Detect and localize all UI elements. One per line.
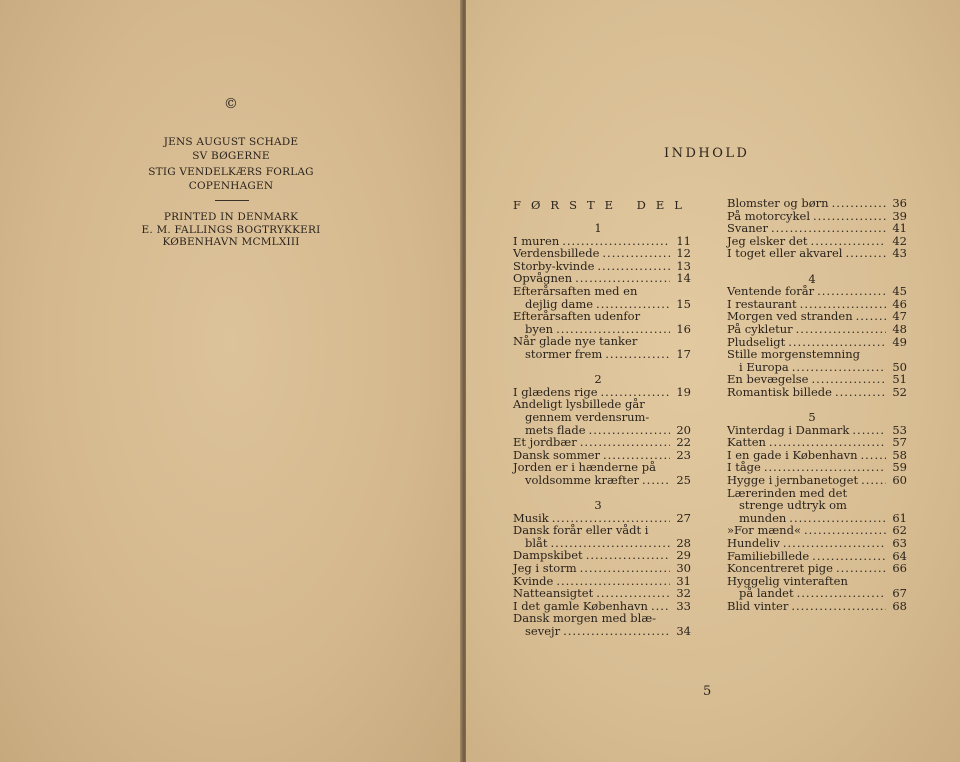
entry-title: Efterårsaften med en [513, 283, 638, 298]
toc-entry [513, 436, 691, 449]
entry-title: I det gamle København [513, 598, 648, 613]
entry-title: Hyggelig vinteraften [727, 573, 848, 588]
entry-page: 51 [892, 372, 907, 387]
leader-dots [832, 197, 886, 210]
entry-title: Jorden er i hænderne på [513, 460, 656, 475]
entry-title: Kvinde [513, 573, 554, 588]
entry-title: Romantisk billede [727, 384, 832, 399]
entry-page: 41 [892, 221, 907, 236]
entry-title: I restaurant [727, 296, 797, 311]
entry-title: stormer frem [525, 346, 603, 361]
toc-entry [727, 386, 907, 399]
leader-dots [796, 323, 886, 336]
entry-page: 52 [892, 384, 907, 399]
printer-line: E. M. FALLINGS BOGTRYKKERI [141, 223, 321, 236]
page-number: 5 [703, 684, 712, 699]
imprint-line: SV BØGERNE [192, 149, 270, 162]
entry-title: på landet [739, 586, 794, 601]
entry-title: Katten [727, 435, 766, 450]
leader-dots [596, 587, 670, 600]
entry-title: Når glade nye tanker [513, 334, 638, 349]
entry-page: 64 [892, 548, 907, 563]
entry-title: Musik [513, 510, 549, 525]
entry-title: En bevægelse [727, 372, 809, 387]
copyright-symbol: © [223, 96, 239, 112]
entry-title: Jeg i storm [513, 561, 577, 576]
toc-entry [727, 285, 907, 298]
entry-title: Dansk forår eller vådt i [513, 523, 649, 538]
entry-page: 46 [892, 296, 907, 311]
entry-title: I en gade i København [727, 447, 858, 462]
entry-title: I muren [513, 233, 560, 248]
toc-column-1 [513, 222, 691, 638]
entry-page: 50 [892, 359, 907, 374]
toc-entry [727, 474, 907, 487]
entry-page: 17 [676, 346, 691, 361]
section-number: 2 [594, 372, 602, 387]
imprint-line: STIG VENDELKÆRS FORLAG [148, 166, 314, 178]
leader-dots [563, 625, 670, 638]
leader-dots [861, 449, 887, 462]
entry-page: 31 [676, 573, 691, 588]
toc-entry [727, 537, 907, 550]
leader-dots [813, 210, 886, 223]
left-page [0, 0, 462, 762]
entry-page: 53 [892, 422, 907, 437]
entry-title: Opvågnen [513, 271, 573, 286]
leader-dots [861, 474, 886, 487]
toc-entry [513, 247, 691, 260]
part-heading: FØRSTE DEL [513, 198, 692, 212]
entry-title: Stille morgenstemning [727, 347, 860, 362]
entry-page: 29 [676, 548, 691, 563]
entry-page: 34 [676, 624, 691, 638]
entry-page: 14 [676, 271, 691, 286]
entry-page: 58 [892, 447, 907, 462]
imprint-line: COPENHAGEN [188, 179, 274, 192]
entry-page: 33 [676, 598, 691, 613]
leader-dots [804, 524, 886, 537]
entry-page: 63 [892, 536, 907, 551]
entry-title: Dampskibet [513, 548, 583, 563]
toc-entry [727, 222, 907, 235]
entry-title: mets flade [525, 422, 586, 437]
entry-page: 47 [892, 309, 907, 324]
spacer [513, 361, 691, 374]
leader-dots [789, 512, 886, 525]
toc-entry [727, 499, 907, 512]
entry-page: 59 [892, 460, 907, 475]
leader-dots [797, 587, 886, 600]
entry-title: Pludseligt [727, 334, 786, 349]
entry-title: sevejr [525, 624, 561, 638]
entry-title: I tåge [727, 460, 761, 475]
entry-title: Blomster og børn [727, 196, 829, 210]
entry-title: Blid vinter [727, 599, 789, 613]
entry-page: 39 [892, 208, 907, 223]
toc-entry [727, 562, 907, 575]
entry-title: i Europa [739, 359, 789, 374]
leader-dots [845, 247, 886, 260]
entry-title: »For mænd« [727, 523, 801, 538]
entry-title: I glædens rige [513, 384, 598, 399]
entry-title: Verdensbillede [513, 246, 600, 261]
toc-entry [513, 310, 691, 323]
entry-title: Et jordbær [513, 435, 577, 450]
section-number: 3 [594, 498, 602, 513]
entry-title: Natteansigtet [513, 586, 594, 601]
entry-title: Ventende forår [727, 284, 815, 299]
toc-entry [513, 524, 691, 537]
entry-page: 62 [892, 523, 907, 538]
spacer [727, 260, 907, 273]
entry-page: 61 [892, 510, 907, 525]
toc-entry [513, 587, 691, 600]
divider [215, 200, 249, 201]
entry-title: gennem verdensrum- [525, 409, 650, 424]
entry-title: Andeligt lysbillede går [513, 397, 645, 412]
entry-title: dejlig dame [525, 296, 594, 311]
leader-dots [589, 424, 670, 437]
entry-page: 43 [892, 246, 907, 261]
toc-entry [513, 474, 691, 487]
leader-dots [597, 260, 670, 273]
entry-title: Vinterdag i Danmark [727, 422, 850, 437]
entry-page: 60 [892, 473, 907, 488]
entry-page: 16 [676, 321, 691, 336]
entry-title: På motorcykel [727, 208, 810, 223]
entry-title: Dansk sommer [513, 447, 600, 462]
leader-dots [835, 386, 886, 399]
toc-entry [513, 348, 691, 361]
entry-title: Koncentreret pige [727, 561, 833, 576]
section-number: 1 [594, 221, 602, 235]
leader-dots [586, 549, 670, 562]
contents-title: INDHOLD [664, 146, 750, 161]
toc-entry [513, 461, 691, 474]
entry-page: 15 [676, 296, 691, 311]
entry-page: 32 [676, 586, 691, 601]
entry-title: Svaner [727, 221, 768, 236]
entry-title: voldsomme kræfter [525, 472, 640, 487]
entry-page: 19 [676, 384, 691, 399]
leader-dots [771, 222, 886, 235]
entry-page: 25 [676, 472, 691, 487]
entry-page: 22 [676, 435, 691, 450]
entry-page: 49 [892, 334, 907, 349]
toc-entry [727, 436, 907, 449]
leader-dots [856, 310, 886, 323]
entry-title: Familiebillede [727, 548, 810, 563]
entry-title: strenge udtryk om [739, 498, 847, 513]
entry-title: Lærerinden med det [727, 485, 848, 500]
leader-dots [783, 537, 886, 550]
entry-title: Morgen ved stranden [727, 309, 853, 324]
entry-page: 23 [676, 447, 691, 462]
printer-line: PRINTED IN DENMARK [163, 211, 299, 223]
toc-entry [727, 247, 907, 260]
entry-title: Efterårsaften udenfor [513, 309, 641, 324]
leader-dots [836, 562, 886, 575]
section-number: 5 [808, 410, 816, 425]
entry-page: 67 [892, 586, 907, 601]
entry-page: 13 [676, 258, 691, 273]
toc-entry [727, 600, 907, 613]
leader-dots [791, 600, 886, 613]
spacer [513, 486, 691, 499]
toc-entry [513, 625, 691, 638]
entry-page: 66 [892, 561, 907, 576]
entry-page: 45 [892, 284, 907, 299]
spacer [727, 399, 907, 412]
entry-page: 27 [676, 510, 691, 525]
entry-page: 28 [676, 535, 691, 550]
leader-dots [817, 285, 886, 298]
entry-page: 68 [892, 599, 907, 613]
entry-page: 30 [676, 561, 691, 576]
entry-title: munden [739, 510, 787, 525]
entry-page: 36 [892, 196, 907, 210]
toc-entry [727, 323, 907, 336]
toc-entry [727, 197, 907, 210]
printer-line: KØBENHAVN MCMLXIII [162, 236, 300, 248]
leader-dots [580, 436, 670, 449]
section-number: 4 [808, 271, 816, 286]
leader-dots [605, 348, 670, 361]
leader-dots [642, 474, 670, 487]
entry-title: Dansk morgen med blæ- [513, 611, 657, 626]
toc-entry [513, 562, 691, 575]
entry-title: Hygge i jernbanetoget [727, 473, 859, 488]
toc-entry [727, 348, 907, 361]
entry-title: byen [525, 321, 554, 336]
toc-column-2 [727, 197, 907, 613]
printer-block [0, 211, 462, 249]
leader-dots [602, 247, 670, 260]
entry-page: 20 [676, 422, 691, 437]
leader-dots [769, 436, 886, 449]
imprint-line: JENS AUGUST SCHADE [163, 136, 299, 148]
entry-page: 57 [892, 435, 907, 450]
toc-entry [513, 285, 691, 298]
entry-title: Jeg elsker det [727, 233, 808, 248]
entry-page: 48 [892, 321, 907, 336]
entry-title: blåt [525, 535, 548, 550]
entry-page: 11 [676, 233, 691, 248]
entry-page: 12 [676, 246, 691, 261]
entry-title: Storby-kvinde [513, 258, 595, 273]
toc-entry [513, 411, 691, 424]
entry-title: På cykletur [727, 321, 793, 336]
entry-page: 42 [892, 233, 907, 248]
leader-dots [580, 562, 670, 575]
entry-title: I toget eller akvarel [727, 246, 843, 261]
imprint-block [0, 136, 462, 193]
entry-title: Hundeliv [727, 536, 780, 551]
leader-dots [852, 424, 886, 437]
